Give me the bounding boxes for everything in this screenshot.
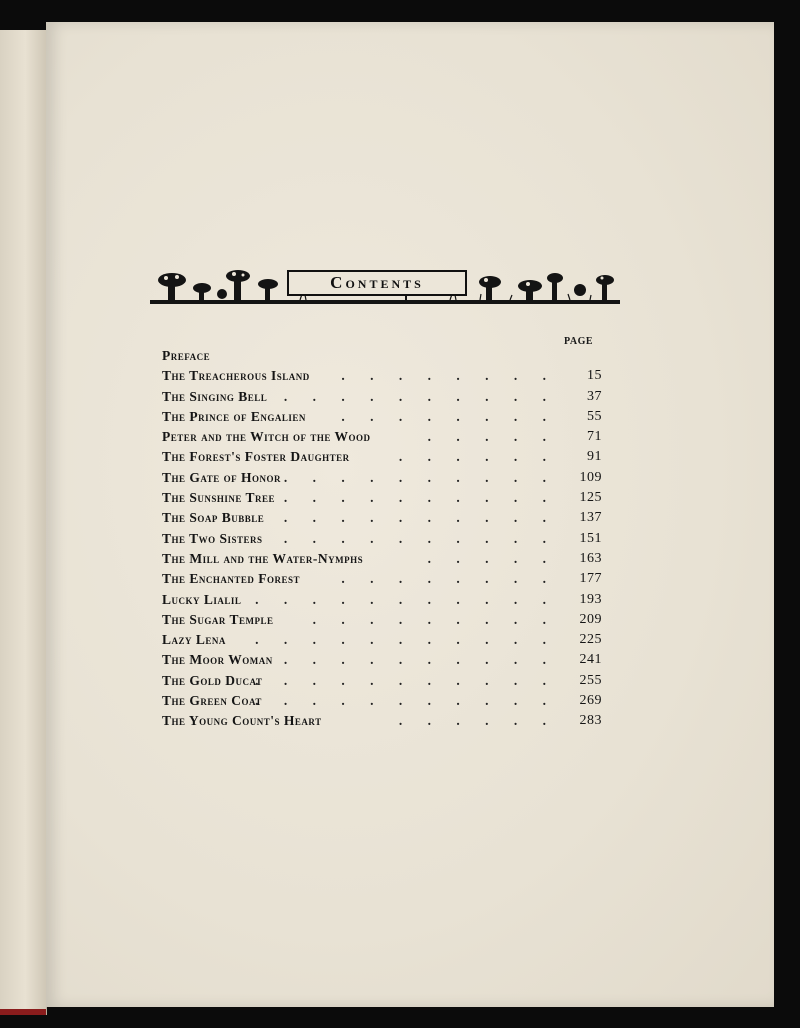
dot-leader: . . . . . . . . . . (283, 388, 557, 404)
toc-entry (162, 711, 602, 731)
dot-leader: . . . . . . . . . . . (255, 672, 557, 688)
dot-leader: . . . . . . . . . . (283, 490, 557, 506)
mushroom-icon (479, 273, 614, 300)
book-page (46, 22, 774, 1007)
toc-entry (162, 630, 602, 650)
toc-entry (162, 447, 602, 467)
dot-leader: . . . . . . . . (341, 368, 557, 384)
toc-entry-title: The Two Sisters (162, 530, 263, 546)
toc-entry-title: The Gate of Honor (162, 469, 281, 485)
toc-entry-title: The Moor Woman (162, 652, 273, 668)
toc-entry-title: The Mill and the Water-Nymphs (162, 550, 364, 566)
dot-leader: . . . . . (427, 550, 557, 566)
dot-leader: . . . . . . . . (341, 408, 557, 424)
contents-heading: Contents (287, 270, 467, 296)
toc-entry (162, 691, 602, 711)
toc-entry-page: 15 (587, 368, 602, 384)
toc-entry-title: The Sugar Temple (162, 611, 274, 627)
dot-leader: . . . . . . . . . . . (255, 693, 557, 709)
dot-leader: . . . . . . . . . (312, 611, 557, 627)
toc-entry-page: 55 (587, 408, 602, 424)
toc-entry-title: The Forest's Foster Daughter (162, 449, 350, 465)
toc-entry (162, 407, 602, 427)
toc-entry (162, 650, 602, 670)
dot-leader: . . . . . . (398, 713, 557, 729)
toc-entry-page: 225 (579, 632, 602, 648)
toc-entry-page: 91 (587, 449, 602, 465)
toc-entry-page: 125 (579, 490, 602, 506)
toc-entry-title: The Sunshine Tree (162, 490, 276, 506)
toc-entry-title: The Treacherous Island (162, 368, 310, 384)
dot-leader: . . . . . . . . . . (283, 530, 557, 546)
toc-entry (162, 366, 602, 386)
toc-entry-page: 283 (579, 713, 602, 729)
mushroom-icon (158, 270, 278, 300)
toc-entry-page: 71 (587, 429, 602, 445)
dot-leader: . . . . . . . . . . (283, 652, 557, 668)
toc-entry (162, 549, 602, 569)
dot-leader: . . . . . . . . . . . (255, 632, 557, 648)
page-column-label: PAGE (564, 336, 594, 347)
dot-leader: . . . . . . . . (341, 571, 557, 587)
toc-entry-page: 177 (579, 571, 602, 587)
toc-entry (162, 387, 602, 407)
toc-entry (162, 569, 602, 589)
toc-entry-page: 255 (579, 672, 602, 688)
toc-entry-page: 209 (579, 611, 602, 627)
toc-entry (162, 590, 602, 610)
toc-entry-page: 241 (579, 652, 602, 668)
toc-entry-page: 109 (579, 469, 602, 485)
cover-edge (0, 1009, 46, 1015)
toc-entry (162, 427, 602, 447)
dot-leader: . . . . . . . . . . (283, 469, 557, 485)
mushroom-spots-icon (484, 277, 604, 287)
dot-leader: . . . . . (427, 429, 557, 445)
toc-entry-title: The Singing Bell (162, 388, 268, 404)
toc-entry (162, 508, 602, 528)
book-spine (0, 30, 47, 1015)
toc-entry-title: The Gold Ducat (162, 672, 263, 688)
toc-entry-title: Lazy Lena (162, 632, 226, 648)
toc-entry-page: 269 (579, 693, 602, 709)
toc-entry-title: The Green Coat (162, 693, 262, 709)
toc-entry-title: Preface (162, 348, 211, 363)
toc-entry (162, 346, 602, 366)
toc-entry-title: Peter and the Witch of the Wood (162, 429, 371, 445)
toc-entry-title: The Enchanted Forest (162, 571, 301, 587)
toc-entry-title: The Soap Bubble (162, 510, 265, 526)
toc-entry-title: The Prince of Engalien (162, 408, 306, 424)
toc-entry-title: Lucky Lialil (162, 591, 242, 607)
toc-entry-title: The Young Count's Heart (162, 713, 322, 729)
dot-leader: . . . . . . . . . . . (255, 591, 557, 607)
toc-entry (162, 488, 602, 508)
toc-entry (162, 671, 602, 691)
toc-entry (162, 529, 602, 549)
table-of-contents (162, 346, 602, 732)
toc-entry (162, 468, 602, 488)
dot-leader: . . . . . . (398, 449, 557, 465)
toc-entry-page: 137 (579, 510, 602, 526)
toc-entry (162, 610, 602, 630)
toc-entry-page: 163 (579, 550, 602, 566)
toc-entry-page: 37 (587, 388, 602, 404)
ground-strip (150, 300, 620, 304)
toc-entry-page: 151 (579, 530, 602, 546)
toc-entry-page: 193 (579, 591, 602, 607)
dot-leader: . . . . . . . . . . (283, 510, 557, 526)
